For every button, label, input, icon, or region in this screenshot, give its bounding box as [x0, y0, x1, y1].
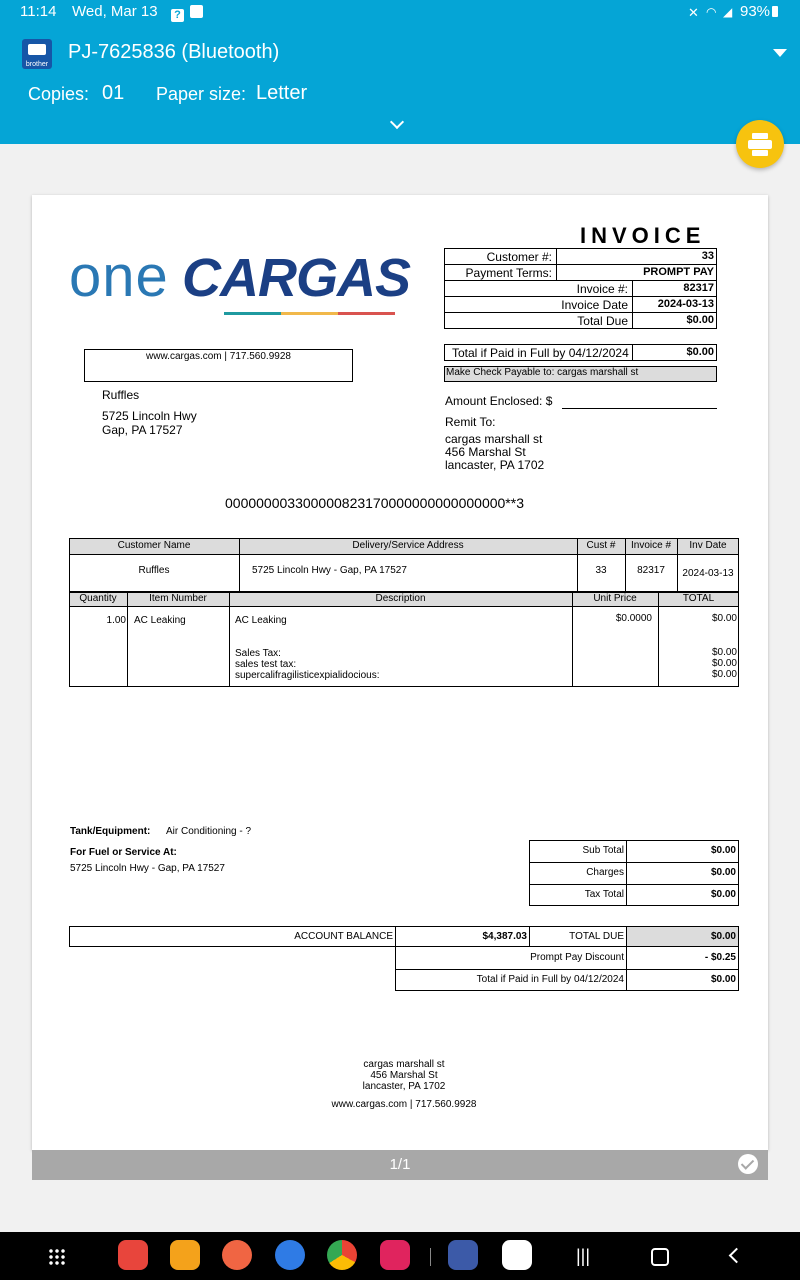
col-header: Inv Date: [689, 540, 727, 551]
android-taskbar: [0, 1232, 800, 1280]
remit-line1: cargas marshall st: [445, 432, 543, 446]
tank-label: Tank/Equipment:: [70, 826, 151, 837]
bill-to-line2: Gap, PA 17527: [102, 423, 183, 437]
printer-name[interactable]: PJ-7625836 (Bluetooth): [68, 41, 280, 63]
col-header: TOTAL: [682, 593, 715, 604]
status-date: Wed, Mar 13: [72, 3, 158, 20]
back-icon[interactable]: [729, 1248, 745, 1264]
total-due: $0.00: [686, 314, 714, 326]
contacts-app-icon[interactable]: [222, 1240, 252, 1270]
messages-app-icon[interactable]: [275, 1240, 305, 1270]
payment-terms: PROMPT PAY: [643, 266, 714, 278]
col-header: Quantity: [79, 593, 117, 604]
tax-total: $0.00: [710, 889, 736, 900]
footer-line1: cargas marshall st: [363, 1059, 445, 1070]
col-header: Cust #: [586, 540, 616, 551]
sub-total: $0.00: [710, 845, 736, 856]
recent-apps-icon[interactable]: |||: [576, 1246, 591, 1266]
col-header: Description: [375, 593, 426, 604]
totals-label: Tax Total: [584, 889, 624, 900]
prompt-pay-discount-value: - $0.25: [704, 952, 736, 963]
tax-label: sales test tax:: [235, 659, 297, 670]
status-time: 11:14: [20, 3, 57, 20]
invoice-title: INVOICE: [580, 223, 706, 248]
preview-footer-bar: [32, 1150, 768, 1180]
brand-stripe-yellow: [281, 312, 338, 315]
brother-logo-label: brother: [25, 61, 49, 68]
help-notification-icon: ?: [171, 9, 184, 22]
app-drawer-icon[interactable]: [48, 1248, 66, 1266]
amount-enclosed-line: [562, 408, 717, 409]
remit-line2: 456 Marshal St: [445, 445, 526, 459]
customer-name-cell: Ruffles: [138, 565, 170, 576]
chrome-app-icon[interactable]: [327, 1240, 357, 1270]
taskbar-divider: [430, 1248, 431, 1266]
totals-label: Charges: [586, 867, 624, 878]
item-unit-price: $0.0000: [615, 613, 652, 624]
col-header: Customer Name: [117, 540, 191, 551]
account-balance-label: ACCOUNT BALANCE: [294, 931, 393, 942]
info-label: Customer #:: [486, 250, 552, 264]
cust-number-cell: 33: [595, 565, 607, 576]
print-button[interactable]: [736, 120, 784, 168]
item-total: $0.00: [711, 613, 737, 624]
total-due-value: $0.00: [710, 931, 736, 942]
tax-label: Sales Tax:: [235, 648, 281, 659]
amount-enclosed-label: Amount Enclosed: $: [445, 394, 553, 408]
battery-icon: [772, 6, 778, 17]
charges-total: $0.00: [710, 867, 736, 878]
play-store-app-icon[interactable]: [502, 1240, 532, 1270]
tax-value: $0.00: [711, 669, 737, 680]
bill-to-line1: 5725 Lincoln Hwy: [102, 409, 197, 423]
info-label: Payment Terms:: [465, 266, 552, 280]
payable-to: Make Check Payable to: cargas marshall st: [446, 367, 639, 378]
item-number: AC Leaking: [134, 615, 186, 626]
tax-value: $0.00: [711, 658, 737, 669]
footer-line4: www.cargas.com | 717.560.9928: [331, 1099, 477, 1110]
signal-icon: ◢: [723, 5, 733, 19]
service-label: For Fuel or Service At:: [70, 847, 177, 858]
camera-app-icon[interactable]: [380, 1240, 410, 1270]
final-total-label: Total if Paid in Full by 04/12/2024: [476, 974, 624, 985]
col-header: Item Number: [149, 593, 207, 604]
tax-value: $0.00: [711, 647, 737, 658]
info-label: Total Due: [577, 314, 628, 328]
brother-logo-icon: [22, 39, 52, 69]
info-label: Invoice Date: [561, 298, 628, 312]
status-bar: [0, 0, 800, 24]
total-due-label: TOTAL DUE: [569, 931, 624, 942]
tank-value: Air Conditioning - ?: [166, 826, 252, 837]
invoice-number: 82317: [683, 282, 714, 294]
copies-label: Copies:: [28, 84, 90, 104]
copies-value[interactable]: 01: [102, 82, 125, 104]
scanline: 000000003300000823170000000000000000**3: [225, 495, 524, 511]
page-indicator: 1/1: [389, 1156, 411, 1173]
gallery-notification-icon: [190, 5, 203, 18]
home-icon[interactable]: [651, 1248, 669, 1266]
brand-logo-cargas: CARGAS: [182, 248, 411, 308]
remit-line3: lancaster, PA 1702: [445, 458, 545, 472]
print-header: [0, 24, 800, 144]
printer-dropdown-icon[interactable]: [773, 49, 787, 57]
expand-options-icon[interactable]: [390, 115, 404, 129]
col-header: Invoice #: [630, 540, 672, 551]
wifi-icon: ◠: [706, 5, 717, 19]
customer-number: 33: [701, 250, 714, 262]
col-header: Delivery/Service Address: [352, 540, 464, 551]
footer-line3: lancaster, PA 1702: [362, 1081, 446, 1092]
printer-icon: [752, 133, 768, 139]
inv-date-cell: 2024-03-13: [682, 568, 734, 579]
mute-icon: ✕: [688, 5, 699, 20]
info-label: Invoice #:: [576, 282, 628, 296]
paid-in-full-value: $0.00: [686, 346, 714, 358]
files-app-icon[interactable]: [170, 1240, 200, 1270]
paper-size-label: Paper size:: [156, 84, 247, 104]
item-description: AC Leaking: [235, 615, 287, 626]
tax-label: supercalifragilisticexpialidocious:: [235, 670, 380, 681]
totals-label: Sub Total: [582, 845, 624, 856]
brand-stripe-red: [338, 312, 395, 315]
invoice-number-cell: 82317: [637, 565, 665, 576]
paper-size-value[interactable]: Letter: [256, 82, 308, 104]
service-value: 5725 Lincoln Hwy - Gap, PA 17527: [70, 863, 225, 874]
page-selected-check-icon[interactable]: [738, 1154, 758, 1174]
remit-label: Remit To:: [445, 415, 496, 429]
item-quantity: 1.00: [106, 615, 126, 626]
account-balance-value: $4,387.03: [482, 931, 527, 942]
prompt-pay-discount-label: Prompt Pay Discount: [530, 952, 624, 963]
invoice-date: 2024-03-13: [657, 298, 714, 310]
paid-in-full-label: Total if Paid in Full by 04/12/2024: [452, 346, 629, 360]
invoice-page-preview[interactable]: [32, 195, 768, 1150]
battery-level: 93%: [740, 3, 771, 20]
bill-to-name: Ruffles: [102, 388, 140, 402]
notes-app-icon[interactable]: [118, 1240, 148, 1270]
col-header: Unit Price: [593, 593, 637, 604]
final-total-value: $0.00: [710, 974, 736, 985]
service-address-cell: 5725 Lincoln Hwy - Gap, PA 17527: [252, 565, 407, 576]
company-contact: www.cargas.com | 717.560.9928: [146, 351, 291, 362]
footer-line2: 456 Marshal St: [370, 1070, 438, 1081]
settings-app-icon[interactable]: [448, 1240, 478, 1270]
brand-logo-one: one: [69, 244, 169, 309]
brand-stripe-teal: [224, 312, 281, 315]
